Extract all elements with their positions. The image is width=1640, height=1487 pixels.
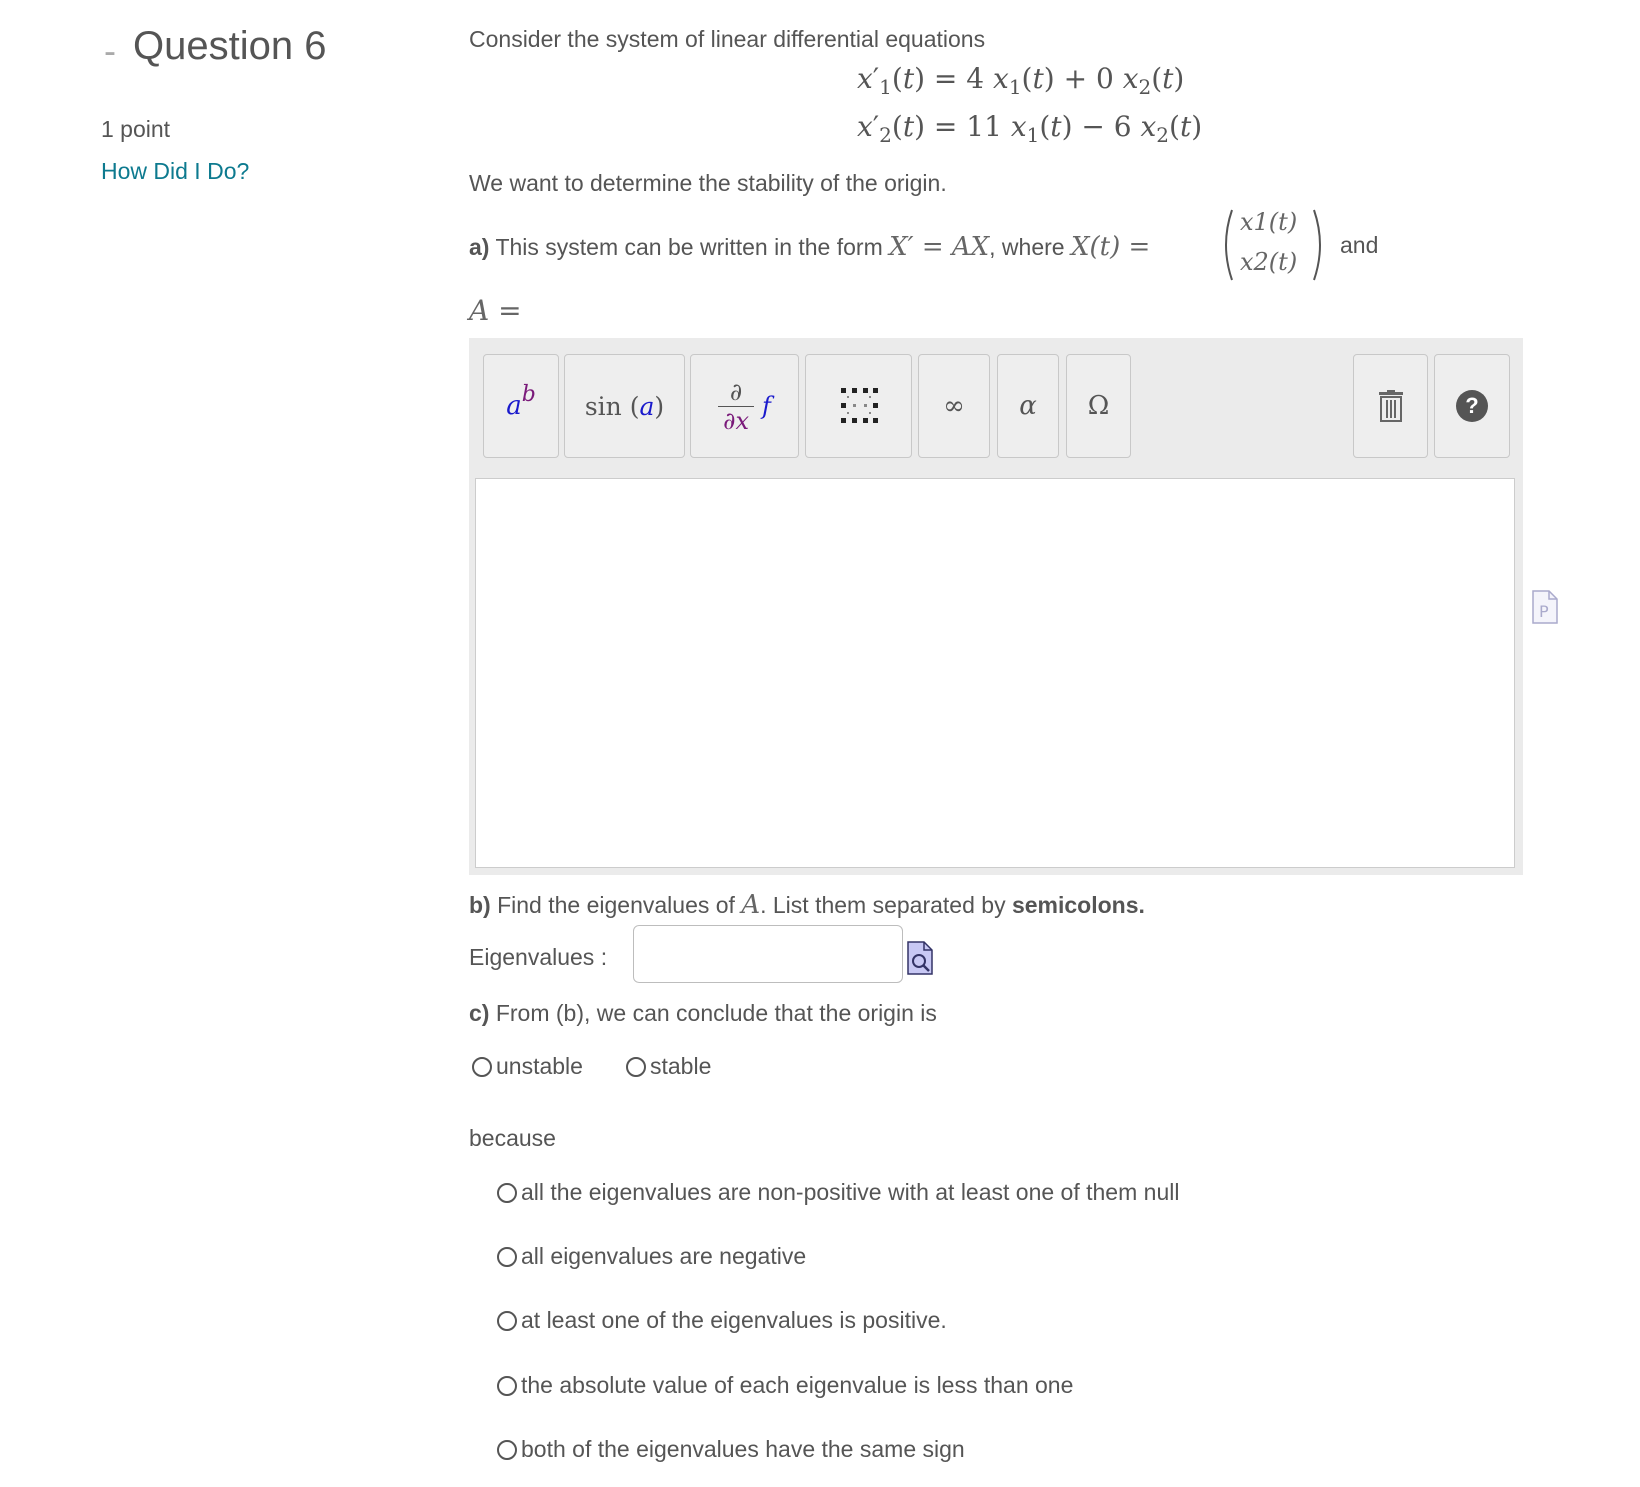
- radio-label: both of the eigenvalues have the same sign: [521, 1436, 965, 1462]
- radio-label: all eigenvalues are negative: [521, 1243, 807, 1269]
- math-editor: [469, 338, 1523, 875]
- svg-text:P: P: [1539, 602, 1549, 621]
- help-icon: ?: [1456, 390, 1488, 422]
- and-text: and: [1340, 232, 1379, 258]
- reason-option-1[interactable]: [497, 1179, 1179, 1206]
- intro-text: Consider the system of linear differential equations: [469, 26, 986, 52]
- radio-stable[interactable]: [626, 1053, 711, 1080]
- part-b-text: b) Find the eigenvalues of A. List them separated by semicolons.: [469, 890, 1145, 920]
- stability-text: We want to determine the stability of the origin.: [469, 170, 947, 196]
- radio-label: the absolute value of each eigenvalue is less than one: [521, 1372, 1074, 1398]
- radio-circle[interactable]: [497, 1376, 517, 1396]
- radio-label: stable: [650, 1053, 712, 1079]
- greek-button[interactable]: α: [997, 354, 1059, 458]
- preview-page-icon[interactable]: [1531, 589, 1559, 630]
- question-title: Question 6: [133, 24, 327, 68]
- equation-1: $x'_1(t) = 4$ $x_1(t) + 0$ $x_2(t)$: [857, 62, 1185, 99]
- radio-label: unstable: [496, 1053, 583, 1079]
- radio-circle[interactable]: [497, 1311, 517, 1331]
- equation-2: $x'_2(t) = 11$ $x_1(t) - 6$ $x_2(t)$: [857, 110, 1203, 147]
- radio-label: at least one of the eigenvalues is positive.: [521, 1307, 947, 1333]
- math-input-area[interactable]: [475, 478, 1515, 868]
- a-equals: A =: [469, 294, 522, 327]
- derivative-button[interactable]: ∂ ∂x f: [690, 354, 799, 458]
- superscript-button[interactable]: a b: [483, 354, 559, 458]
- question-points: 1 point: [101, 116, 171, 142]
- radio-label: all the eigenvalues are non-positive with at least one of them null: [521, 1179, 1180, 1205]
- function-button[interactable]: sin ( a ): [564, 354, 685, 458]
- radio-circle[interactable]: [472, 1057, 492, 1077]
- symbol-button[interactable]: Ω: [1066, 354, 1131, 458]
- delete-button[interactable]: [1353, 354, 1428, 458]
- part-c-text: c) From (b), we can conclude that the origin is: [469, 1000, 937, 1026]
- radio-circle[interactable]: [497, 1247, 517, 1267]
- radio-circle[interactable]: [626, 1057, 646, 1077]
- eigenvalues-input[interactable]: [633, 925, 903, 983]
- how-did-i-do-link[interactable]: How Did I Do?: [101, 158, 250, 184]
- vector-x: x1(t) x2(t): [1218, 206, 1328, 284]
- reason-option-3[interactable]: [497, 1307, 947, 1334]
- part-a-text: a) This system can be written in the form X′ = AX, where X(t) =: [469, 232, 1151, 262]
- collapse-dash[interactable]: -: [104, 30, 116, 71]
- matrix-button[interactable]: [805, 354, 912, 458]
- reason-option-2[interactable]: [497, 1243, 806, 1270]
- reason-option-5[interactable]: [497, 1436, 965, 1463]
- help-button[interactable]: [1434, 354, 1510, 458]
- radio-unstable[interactable]: [472, 1053, 583, 1080]
- preview-icon[interactable]: [906, 940, 934, 981]
- matrix-icon: [839, 386, 879, 426]
- radio-circle[interactable]: [497, 1183, 517, 1203]
- eigenvalues-label: Eigenvalues :: [469, 944, 608, 970]
- radio-circle[interactable]: [497, 1440, 517, 1460]
- trash-icon: [1377, 390, 1405, 422]
- because-text: because: [469, 1125, 556, 1151]
- reason-option-4[interactable]: [497, 1372, 1073, 1399]
- infinity-button[interactable]: ∞: [918, 354, 990, 458]
